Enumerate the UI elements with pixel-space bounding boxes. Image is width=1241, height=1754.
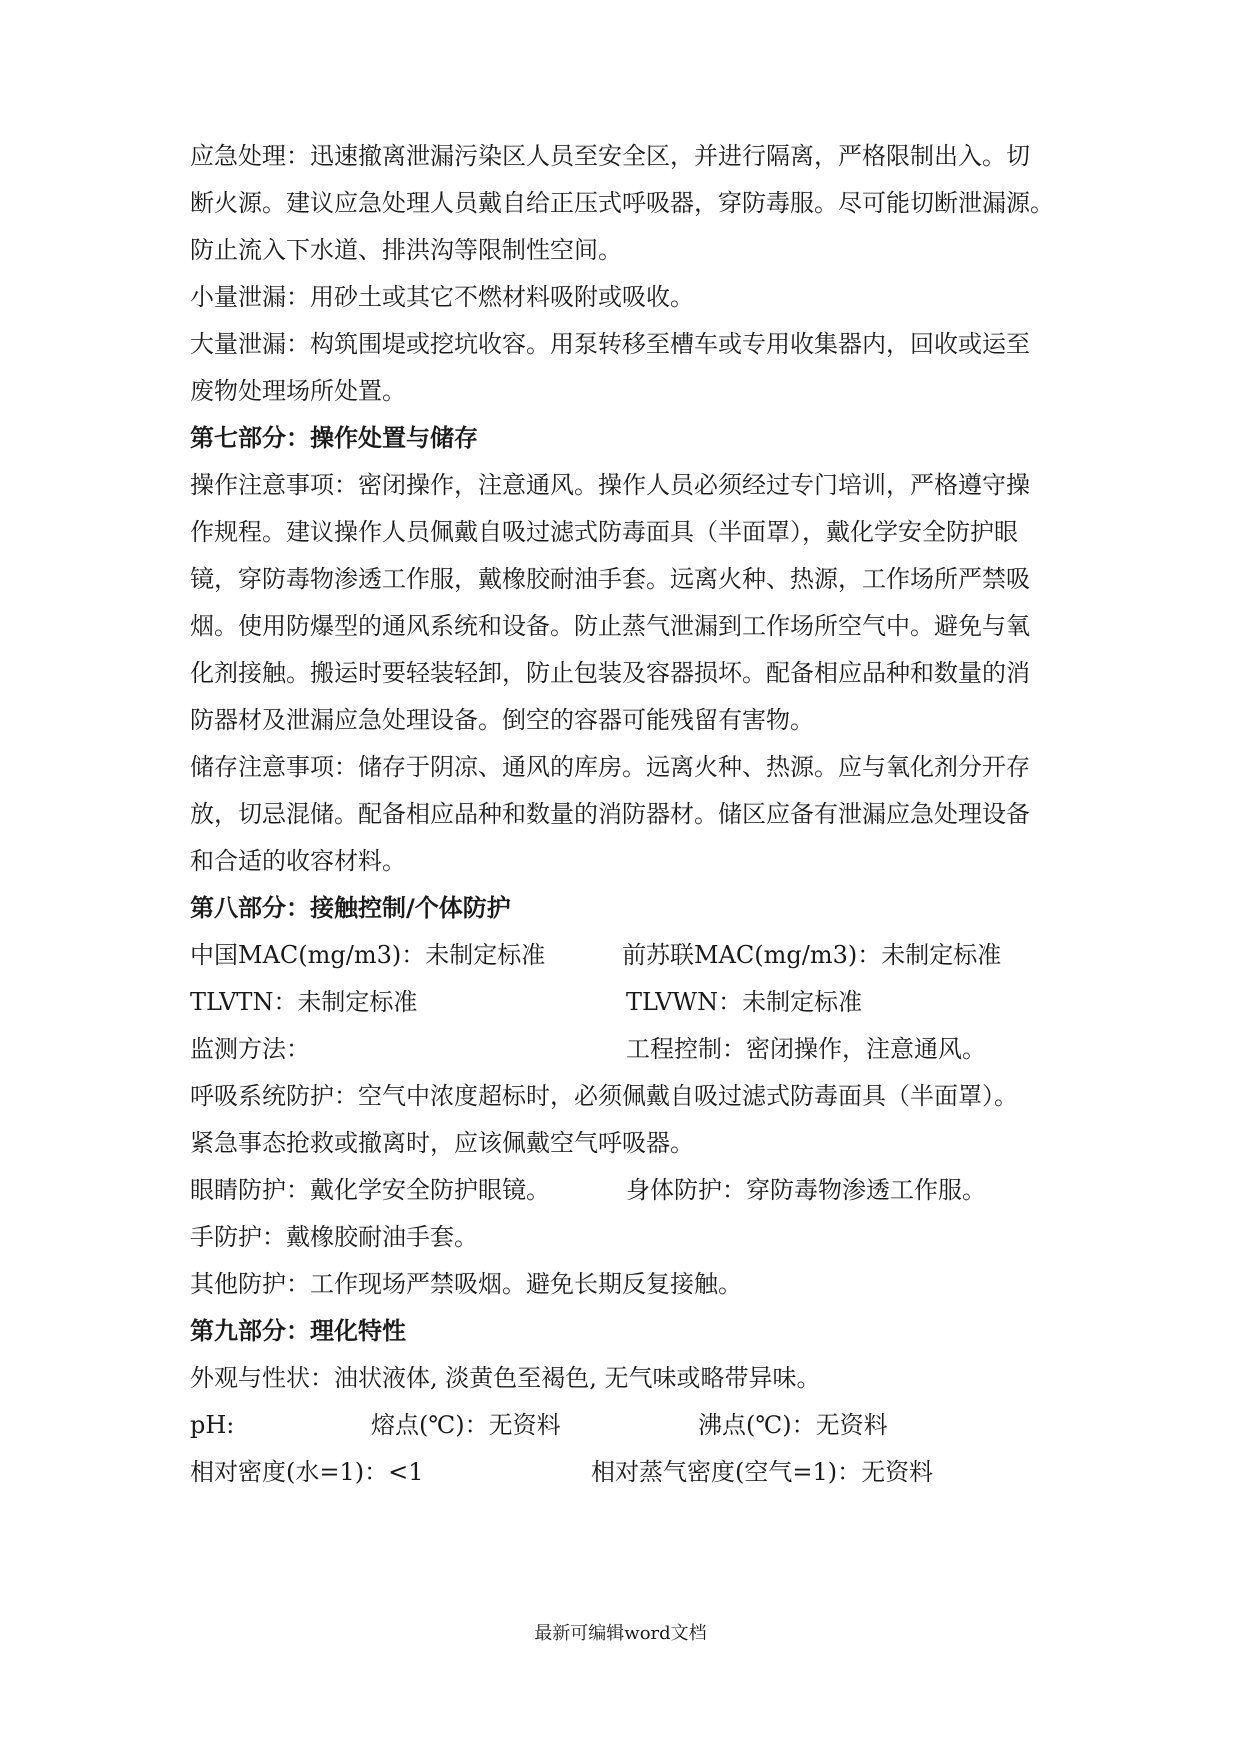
body-protection: 身体防护：穿防毒物渗透工作服。 xyxy=(626,1176,986,1204)
tlvtn: TLVTN：未制定标准 xyxy=(190,988,418,1016)
handling-line: 操作注意事项：密闭操作，注意通风。操作人员必须经过专门培训，严格遵守操 xyxy=(190,471,1030,499)
emergency-line-3: 防止流入下水道、排洪沟等限制性空间。 xyxy=(190,236,622,264)
emergency-line-2: 断火源。建议应急处理人员戴自给正压式呼吸器，穿防毒服。尽可能切断泄漏源。 xyxy=(190,189,1054,217)
ussr-mac: 前苏联MAC(mg/m3)：未制定标准 xyxy=(622,941,1002,969)
large-spill-line-1: 大量泄漏：构筑围堤或挖坑收容。用泵转移至槽车或专用收集器内，回收或运至 xyxy=(190,330,1030,358)
large-spill-line-2: 废物处理场所处置。 xyxy=(190,377,406,405)
china-mac: 中国MAC(mg/m3)：未制定标准 xyxy=(190,941,546,969)
page-footer: 最新可编辑word文档 xyxy=(534,1623,707,1644)
section-8-heading: 第八部分：接触控制/个体防护 xyxy=(190,894,511,922)
tlvwn: TLVWN：未制定标准 xyxy=(626,988,863,1016)
handling-line: 镜，穿防毒物渗透工作服，戴橡胶耐油手套。远离火种、热源，工作场所严禁吸 xyxy=(190,565,1030,593)
engineering-control: 工程控制：密闭操作，注意通风。 xyxy=(626,1035,986,1063)
vapor-density: 相对蒸气密度(空气=1)：无资料 xyxy=(591,1458,934,1486)
handling-line: 烟。使用防爆型的通风系统和设备。防止蒸气泄漏到工作场所空气中。避免与氧 xyxy=(190,612,1030,640)
monitoring-method: 监测方法： xyxy=(190,1035,310,1063)
storage-line: 放，切忌混储。配备相应品种和数量的消防器材。储区应备有泄漏应急处理设备 xyxy=(190,800,1030,828)
section-9-heading: 第九部分：理化特性 xyxy=(190,1317,406,1345)
respiratory-line-1: 呼吸系统防护：空气中浓度超标时，必须佩戴自吸过滤式防毒面具（半面罩）。 xyxy=(190,1082,1018,1110)
small-spill: 小量泄漏：用砂土或其它不燃材料吸附或吸收。 xyxy=(190,283,694,311)
boiling-point: 沸点(℃)：无资料 xyxy=(698,1411,888,1439)
storage-line: 和合适的收容材料。 xyxy=(190,847,406,875)
melting-point: 熔点(℃)：无资料 xyxy=(371,1411,561,1439)
handling-line: 作规程。建议操作人员佩戴自吸过滤式防毒面具（半面罩），戴化学安全防护眼 xyxy=(190,518,1018,546)
handling-line: 防器材及泄漏应急处理设备。倒空的容器可能残留有害物。 xyxy=(190,706,814,734)
hand-protection: 手防护：戴橡胶耐油手套。 xyxy=(190,1223,478,1251)
respiratory-line-2: 紧急事态抢救或撤离时，应该佩戴空气呼吸器。 xyxy=(190,1129,694,1157)
storage-line: 储存注意事项：储存于阴凉、通风的库房。远离火种、热源。应与氧化剂分开存 xyxy=(190,753,1030,781)
ph-value: pH: xyxy=(190,1411,235,1439)
emergency-line-1: 应急处理：迅速撤离泄漏污染区人员至安全区，并进行隔离，严格限制出入。切 xyxy=(190,142,1030,170)
appearance: 外观与性状：油状液体, 淡黄色至褐色, 无气味或略带异味。 xyxy=(190,1364,821,1392)
handling-line: 化剂接触。搬运时要轻装轻卸，防止包装及容器损坏。配备相应品种和数量的消 xyxy=(190,659,1030,687)
eye-protection: 眼睛防护：戴化学安全防护眼镜。 xyxy=(190,1176,550,1204)
relative-density: 相对密度(水=1)：<1 xyxy=(190,1458,424,1486)
other-protection: 其他防护：工作现场严禁吸烟。避免长期反复接触。 xyxy=(190,1270,742,1298)
section-7-heading: 第七部分：操作处置与储存 xyxy=(190,424,478,452)
